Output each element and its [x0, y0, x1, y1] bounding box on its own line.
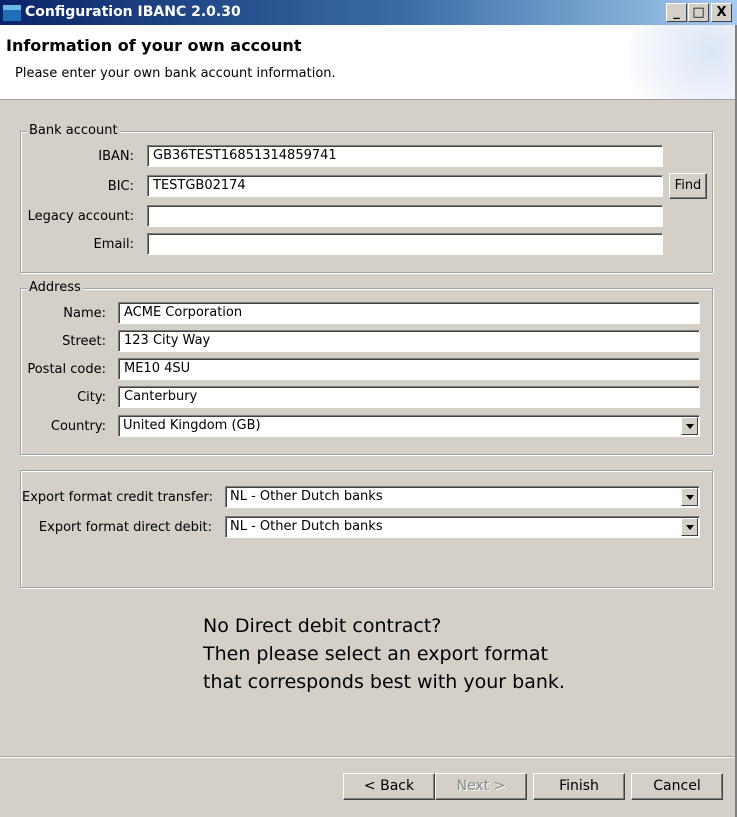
title-bar[interactable]: [0, 0, 737, 25]
email-label: Email:: [93, 237, 134, 252]
country-label: Country:: [50, 419, 106, 434]
country-select-value: United Kingdom (GB): [123, 418, 261, 433]
chevron-down-icon[interactable]: [681, 488, 698, 506]
street-label: Street:: [62, 334, 106, 349]
next-button[interactable]: Next >: [435, 773, 527, 800]
direct-debit-note: [203, 612, 565, 696]
city-label: City:: [77, 390, 106, 405]
export-direct-debit-select[interactable]: [225, 516, 700, 538]
note-line: No Direct debit contract?: [203, 615, 442, 637]
page-title: Information of your own account: [6, 36, 302, 55]
postal-code-field[interactable]: ME10 4SU: [118, 358, 700, 380]
city-field[interactable]: Canterbury: [118, 386, 700, 408]
back-button[interactable]: < Back: [343, 773, 435, 800]
export-credit-transfer-value: NL - Other Dutch banks: [230, 489, 383, 504]
note-line: that corresponds best with your bank.: [203, 671, 565, 693]
legacy-account-field[interactable]: [147, 205, 663, 227]
wizard-header: [0, 25, 737, 100]
address-legend: Address: [29, 280, 81, 295]
close-button[interactable]: X: [711, 3, 732, 22]
export-direct-debit-value: NL - Other Dutch banks: [230, 519, 383, 534]
finish-button[interactable]: Finish: [533, 773, 625, 800]
iban-field[interactable]: GB36TEST16851314859741: [147, 145, 663, 167]
export-direct-debit-label: Export format direct debit:: [38, 520, 212, 535]
country-select[interactable]: [118, 415, 700, 437]
minimize-button[interactable]: _: [666, 3, 687, 22]
postal-code-label: Postal code:: [27, 362, 106, 377]
bank-account-legend: Bank account: [29, 123, 118, 138]
header-decoration: [627, 25, 737, 100]
legacy-account-label: Legacy account:: [27, 209, 134, 224]
chevron-down-icon[interactable]: [681, 518, 698, 536]
street-field[interactable]: 123 City Way: [118, 330, 700, 352]
page-subtitle: Please enter your own bank account information.: [15, 66, 336, 81]
note-line: Then please select an export format: [203, 643, 548, 665]
chevron-down-icon[interactable]: [681, 417, 698, 435]
app-icon: [3, 5, 21, 21]
name-field[interactable]: ACME Corporation: [118, 302, 700, 324]
maximize-button[interactable]: □: [688, 3, 709, 22]
find-button[interactable]: Find: [669, 173, 707, 199]
window-title: Configuration IBANC 2.0.30: [25, 4, 241, 20]
export-credit-transfer-select[interactable]: [225, 486, 700, 508]
iban-label: IBAN:: [98, 149, 134, 164]
bic-field[interactable]: TESTGB02174: [147, 175, 663, 197]
cancel-button[interactable]: Cancel: [631, 773, 723, 800]
bic-label: BIC:: [107, 179, 134, 194]
email-field[interactable]: [147, 233, 663, 255]
export-credit-transfer-label: Export format credit transfer:: [22, 490, 213, 505]
footer-divider: [0, 756, 737, 758]
name-label: Name:: [63, 306, 106, 321]
